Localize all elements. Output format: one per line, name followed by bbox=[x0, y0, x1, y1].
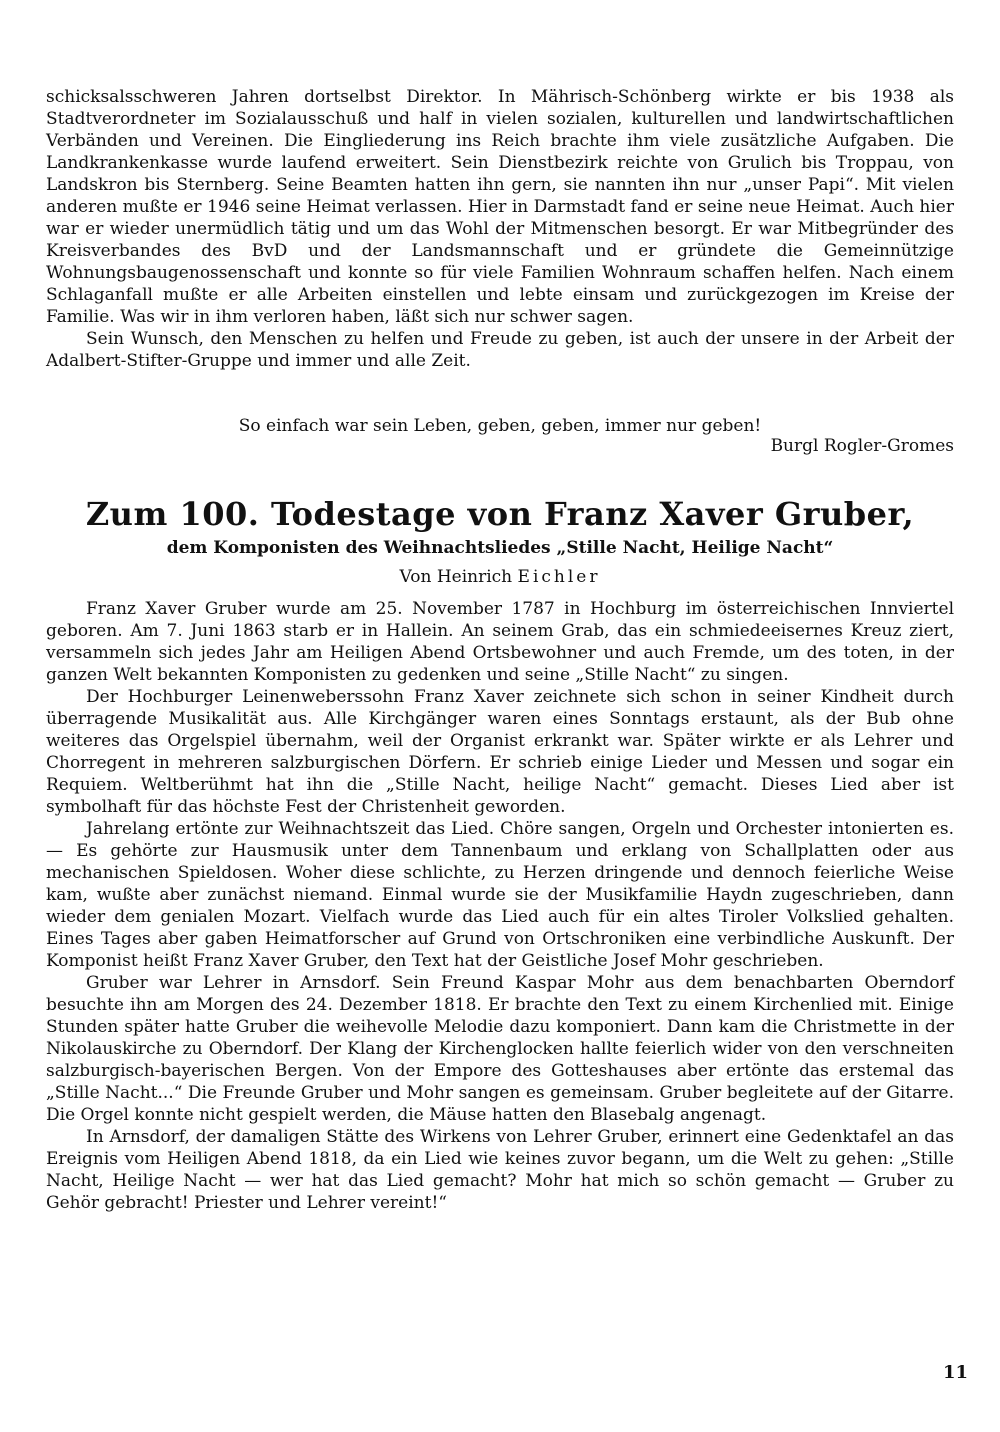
obituary-paragraph: schicksalsschweren Jahren dortselbst Direktor. In Mährisch-Schönberg wirkte er bis 1938 als Stadtverordneter im Sozialausschuß und half in vielen sozialen, kulturellen und landwirtschaftlichen Verbänden und Vereinen. Die Eingliederung ins Reich brachte ihm viele zusätzliche Aufgaben. Die Landkrankenkasse wurde laufend erweitert. Sein Dienstbezirk reichte von Grulich bis Troppau, von Landskron bis Sternberg. Seine Beamten hatten ihn gern, sie nannten ihn nur „unser Papi“. Mit vielen anderen mußte er 1946 seine Heimat verlassen. Hier in Darmstadt fand er seine neue Heimat. Auch hier war er wieder unermüdlich tätig und um das Wohl der Mitmenschen besorgt. Er war Mitbegründer des Kreisverbandes des BvD und der Landsmannschaft und er gründete die Gemeinnützige Wohnungsbaugenossenschaft und konnte so für viele Familien Wohnraum schaffen helfen. Nach einem Schlaganfall mußte er alle Arbeiten einstellen und lebte einsam und zurückgezogen im Kreise der Familie. Was wir in ihm verloren haben, läßt sich nur schwer sagen. bbox=[46, 87, 954, 327]
article-paragraph: Der Hochburger Leinenweberssohn Franz Xaver zeichnete sich schon in seiner Kindheit durch überragende Musikalität aus. Alle Kirchgänger waren eines Sonntags erstaunt, als der Bub ohne weiteres das Orgelspiel übernahm, weil der Organist erkrankt war. Später wirkte er als Lehrer und Chorregent in mehreren salzburgischen Dörfern. Er schrieb einige Lieder und Messen und sogar ein Requiem. Weltberühmt hat ihn die „Stille Nacht, heilige Nacht“ gemacht. Dieses Lied aber ist symbolhaft für das höchste Fest der Christenheit geworden. bbox=[46, 687, 954, 817]
byline-prefix: Von Heinrich bbox=[399, 567, 513, 587]
byline-author: Eichler bbox=[517, 567, 601, 587]
article-paragraph: Jahrelang ertönte zur Weihnachtszeit das Lied. Chöre sangen, Orgeln und Orchester intonierten es. — Es gehörte zur Hausmusik unter dem Tannenbaum und erklang von Schallplatten oder aus mechanischen Spieldosen. Woher diese schlichte, zu Herzen dringende und dennoch feierliche Weise kam, wußte aber zunächst niemand. Einmal wurde sie der Musikfamilie Haydn zugeschrieben, dann wieder dem genialen Mozart. Vielfach wurde das Lied auch für ein altes Tiroler Volkslied gehalten. Eines Tages aber gaben Heimatforscher auf Grund von Ortschroniken eine verbindliche Auskunft. Der Komponist heißt Franz Xaver Gruber, den Text hat der Geistliche Josef Mohr geschrieben. bbox=[46, 819, 954, 971]
article-title: Zum 100. Todestage von Franz Xaver Gruber, bbox=[85, 495, 915, 533]
obituary-closing-line: So einfach war sein Leben, geben, geben, immer nur geben! bbox=[238, 416, 762, 436]
article-paragraph: Gruber war Lehrer in Arnsdorf. Sein Freund Kaspar Mohr aus dem benachbarten Oberndorf besuchte ihn am Morgen des 24. Dezember 1818. Er brachte den Text zu einem Kirchenlied mit. Einige Stunden später hatte Gruber die weihevolle Melodie dazu komponiert. Dann kam die Christmette in der Nikolauskirche zu Oberndorf. Der Klang der Kirchenglocken hallte feierlich wider von den verschneiten salzburgisch-bayerischen Bergen. Von der Empore des Gotteshauses aber ertönte das erstemal das „Stille Nacht...“ Die Freunde Gruber und Mohr sangen es gemeinsam. Gruber begleitete auf der Gitarre. Die Orgel konnte nicht gespielt werden, die Mäuse hatten den Blasebalg angenagt. bbox=[46, 973, 954, 1125]
article-paragraph: In Arnsdorf, der damaligen Stätte des Wirkens von Lehrer Gruber, erinnert eine Gedenktafel an das Ereignis vom Heiligen Abend 1818, da ein Lied wie keines zuvor begann, um die Welt zu gehen: „Stille Nacht, Heilige Nacht — wer hat das Lied gemacht? Mohr hat mich so schön gemacht — Gruber zu Gehör gebracht! Priester und Lehrer vereint!“ bbox=[46, 1127, 954, 1213]
article-body bbox=[46, 598, 954, 1214]
article-subtitle: dem Komponisten des Weihnachtsliedes „Stille Nacht, Heilige Nacht“ bbox=[166, 538, 834, 558]
article-byline bbox=[46, 567, 954, 587]
obituary-signature: Burgl Rogler-Gromes bbox=[770, 436, 954, 456]
obituary-paragraph: Sein Wunsch, den Menschen zu helfen und Freude zu geben, ist auch der unsere in der Arbeit der Adalbert-Stifter-Gruppe und immer und alle Zeit. bbox=[46, 329, 954, 371]
page-number: 11 bbox=[942, 1362, 968, 1383]
obituary-section bbox=[46, 86, 954, 372]
article-paragraph: Franz Xaver Gruber wurde am 25. November 1787 in Hochburg im österreichischen Innviertel geboren. Am 7. Juni 1863 starb er in Hallein. An seinem Grab, das ein schmiedeeisernes Kreuz ziert, versammeln sich jedes Jahr am Heiligen Abend Ortsbewohner und auch Fremde, um des toten, in der ganzen Welt bekannten Komponisten zu gedenken und seine „Stille Nacht“ zu singen. bbox=[46, 599, 954, 685]
